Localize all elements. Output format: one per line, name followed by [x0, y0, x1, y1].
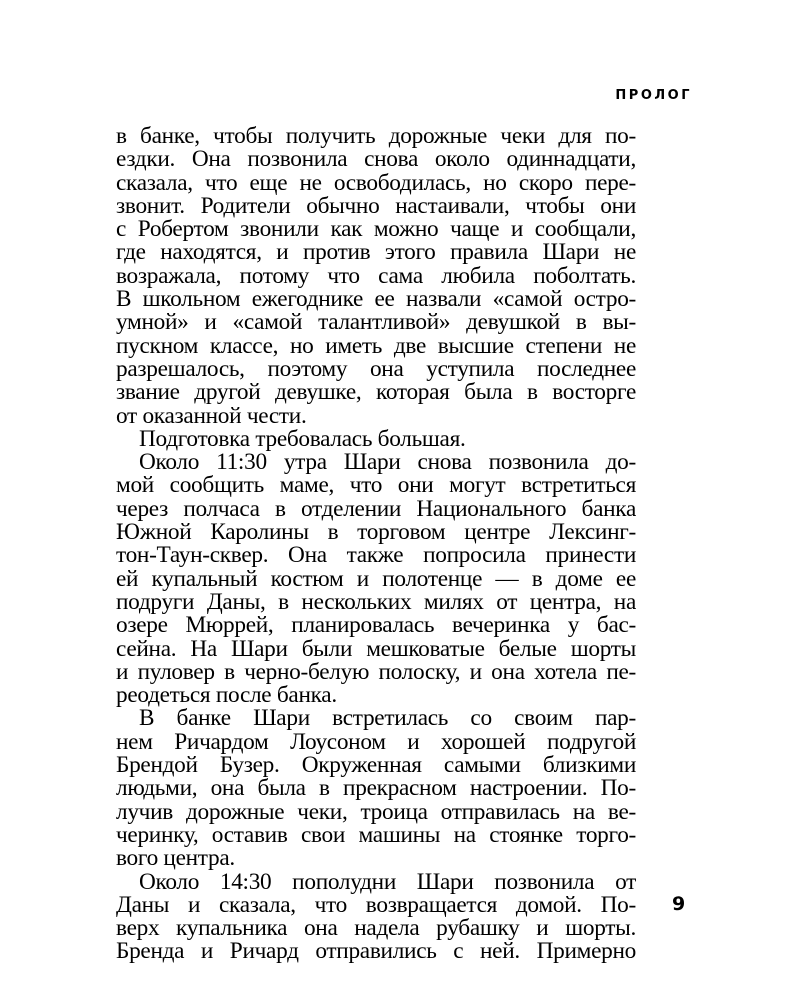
text-line: вого центра.	[116, 847, 235, 871]
text-line: Даны и сказала, что возвращается домой. По-	[116, 893, 636, 918]
text-line: Подготовка требовалась большая.	[116, 427, 466, 452]
text-line: верх купальника она надела рубашку и шорты.	[116, 917, 636, 941]
text-line: В школьном ежегоднике ее назвали «самой остро-	[116, 288, 636, 312]
text-line: реодеться после банка.	[116, 684, 337, 708]
text-line: сейна. На Шари были мешковатые белые шорты	[116, 637, 636, 661]
text-line: возражала, потому что сама любила поболтать.	[116, 264, 636, 289]
text-line: лучив дорожные чеки, троица отправилась на ве-	[116, 800, 636, 824]
text-line: нем Ричардом Лоусоном и хорошей подругой	[116, 730, 636, 755]
text-line: мой сообщить маме, что они могут встретиться	[116, 474, 636, 498]
text-line: через полчаса в отделении Национального банка	[116, 497, 636, 522]
text-line: и пуловер в черно-белую полоску, и она хотела пе-	[116, 660, 636, 685]
text-line: Около 11:30 утра Шари снова позвонила до-	[116, 451, 636, 475]
text-line: ездки. Она позвонила снова около одиннадцати,	[116, 148, 636, 172]
text-line: звание другой девушке, которая была в восторге	[116, 381, 636, 405]
body-text	[116, 125, 636, 964]
text-line: от оказанной чести.	[116, 404, 307, 428]
page-number: 9	[672, 893, 686, 915]
text-line: Южной Каролины в торговом центре Лексинг-	[116, 521, 636, 545]
text-line: тон-Таун-сквер. Она также попросила принести	[116, 544, 636, 568]
running-head: ПРОЛОГ	[615, 88, 692, 103]
text-line: сказала, что еще не освободилась, но скоро пере-	[116, 171, 636, 195]
text-line: в банке, чтобы получить дорожные чеки для по-	[116, 125, 636, 149]
text-line: звонит. Родители обычно настаивали, чтобы они	[116, 194, 636, 219]
text-line: людьми, она была в прекрасном настроении. По-	[116, 777, 636, 801]
text-line: разрешалось, поэтому она уступила последнее	[116, 357, 636, 382]
text-line: пускном классе, но иметь две высшие степени не	[116, 334, 636, 358]
text-line: где находятся, и против этого правила Шари не	[116, 241, 636, 265]
text-line: подруги Даны, в нескольких милях от центра, на	[116, 590, 636, 615]
text-line: В банке Шари встретилась со своим пар-	[116, 707, 636, 731]
text-line: ей купальный костюм и полотенце — в доме ее	[116, 567, 636, 591]
text-line: с Робертом звонили как можно чаще и сообщали,	[116, 218, 636, 242]
text-line: Около 14:30 пополудни Шари позвонила от	[116, 870, 636, 894]
text-line: Брендой Бузер. Окруженная самыми близкими	[116, 754, 636, 778]
text-line: черинку, оставив свои машины на стоянке торго-	[116, 823, 636, 848]
text-line: Бренда и Ричард отправились с ней. Примерно	[116, 940, 636, 964]
text-line: озере Мюррей, планировалась вечеринка у бас-	[116, 614, 636, 638]
text-line: умной» и «самой талантливой» девушкой в вы-	[116, 311, 636, 335]
